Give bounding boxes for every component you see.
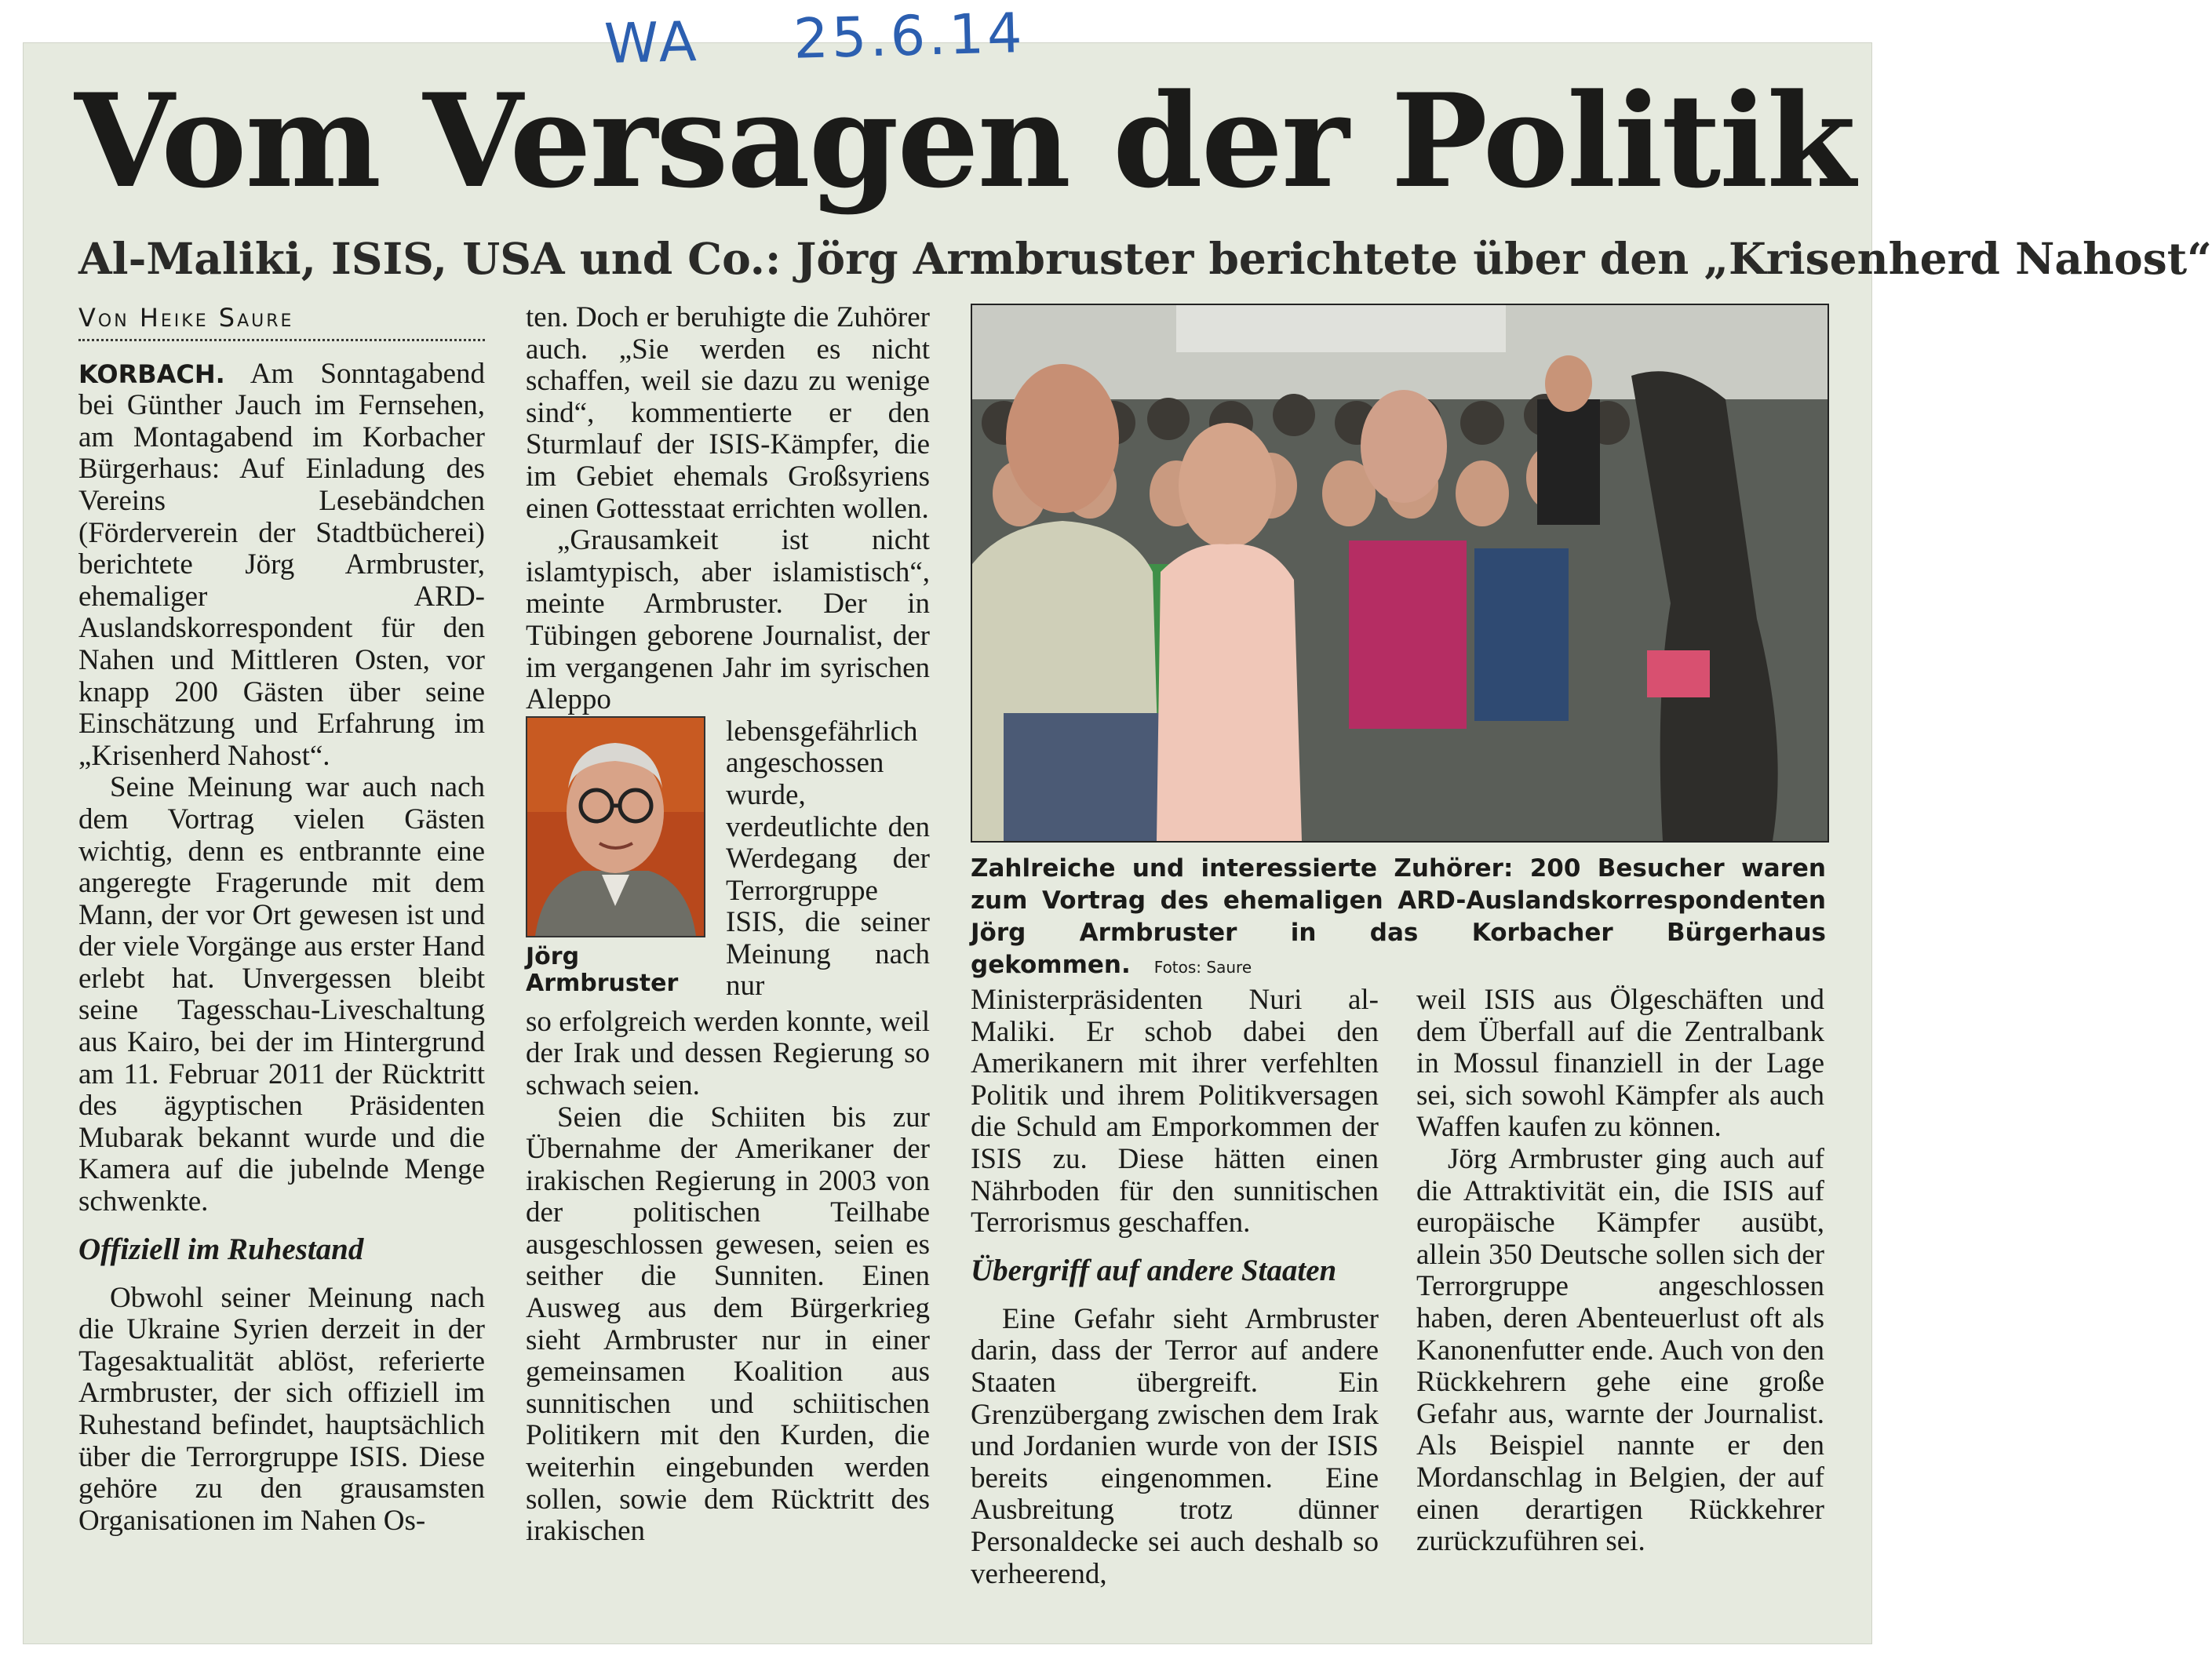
byline: Von Heike Saure xyxy=(78,302,485,341)
paragraph-text: Am Sonntagabend bei Günther Jauch im Fernsehen, am Montagabend im Korbacher Bürgerhaus: Auf Einladung des Vereins Lesebändchen (Förderverein der Stadtbücherei) berichtete Jörg Armbruster, ehemaliger ARD-Auslandskorrespondent für den Nahen und Mittleren Osten, vor knapp 200 Gästen über seine Einschätzung und Erfahrung im „Krisenherd Nahost“. xyxy=(78,357,485,772)
section-heading: Offiziell im Ruhestand xyxy=(78,1232,364,1266)
column-3 xyxy=(971,985,1379,1590)
photo-caption xyxy=(971,853,1826,984)
paragraph: Obwohl seiner Meinung nach die Ukraine Syrien derzeit in der Tagesaktualität ablöst, referierte Armbruster, der sich offiziell im Ruhestand befindet, hauptsächlich über die Terrorgruppe ISIS. Diese gehöre zu den grausamsten Organisationen im Nahen Os- xyxy=(78,1281,485,1537)
audience-photo xyxy=(971,304,1829,843)
column-2 xyxy=(526,302,930,1548)
paragraph: Ministerpräsidenten Nuri al-Maliki. Er schob dabei den Amerikanern mit ihrer verfehlten Politik und ihrem Politikversagen die Schuld am Emporkommen der ISIS zu. Diese hätten einen Nährboden für den sunnitischen Terrorismus geschaffen. xyxy=(971,984,1379,1239)
photo-caption-text: Zahlreiche und interessierte Zuhörer: 200 Besucher waren zum Vortrag des ehemaligen ARD-Auslandskorrespondenten Jörg Armbruster in das Korbacher Bürgerhaus gekommen. xyxy=(971,854,1826,979)
paragraph: ten. Doch er beruhigte die Zuhörer auch. „Sie werden es nicht schaffen, weil sie dazu zu wenige sind“, kommentierte er den Sturmlauf der ISIS-Kämpfer, die im Gebiet ehemals Großsyriens einen Gottesstaat errichten wollen. xyxy=(526,301,930,525)
portrait-block xyxy=(526,716,930,1006)
audience-image xyxy=(972,305,1828,841)
portrait-photo xyxy=(526,716,705,937)
paragraph: Jörg Armbruster ging auch auf die Attraktivität ein, die ISIS auf europäische Kämpfer ausübt, allein 350 Deutsche sollen sich der Terrorgruppe angeschlossen haben, deren Abenteuerlust oft als Kanonenfutter ende. Auch von den Rückkehrern gehe eine große Gefahr aus, warnte der Journalist. Als Beispiel nannte er den Mordanschlag in Belgien, der auf einen derartigen Rückkehrer zurückzuführen sei. xyxy=(1416,1142,1824,1558)
headline: Vom Versagen der Politik xyxy=(75,65,1855,217)
column-1 xyxy=(78,302,485,1537)
paragraph: Seien die Schiiten bis zur Übernahme der Amerikaner der irakischen Regierung in 2003 von der politischen Teilhabe ausgeschlossen gewesen, seien es seither die Sunniten. Einen Ausweg aus dem Bürgerkrieg sieht Armbruster nur in einer gemeinsamen Koalition aus sunnitischen und schiitischen Politikern mit den Kurden, die weiterhin eingebunden werden sollen, sowie dem Rücktritt des irakischen xyxy=(526,1101,930,1548)
section-heading: Übergriff auf andere Staaten xyxy=(971,1253,1337,1287)
paragraph: „Grausamkeit ist nicht islamtypisch, aber islamistisch“, meinte Armbruster. Der in Tübingen geborene Journalist, der im vergangenen Jahr im syrischen Aleppo xyxy=(526,524,930,716)
photo-credit: Fotos: Saure xyxy=(1153,958,1252,977)
subheadline: Al-Maliki, ISIS, USA und Co.: Jörg Armbruster berichtete über den „Krisenherd Nahost“ xyxy=(78,233,2212,284)
handwritten-date: 25.6.14 xyxy=(793,0,1026,71)
paragraph: weil ISIS aus Ölgeschäften und dem Überfall auf die Zentralbank in Mossul finanziell in der Lage sei, sich sowohl Kämpfer als auch Waffen kaufen zu können. xyxy=(1416,984,1824,1144)
portrait-caption: Jörg Armbruster xyxy=(526,942,679,997)
paragraph: so erfolgreich werden konnte, weil der Irak und dessen Regierung so schwach seien. xyxy=(526,1005,930,1101)
portrait-image xyxy=(527,718,704,936)
handwritten-source: WA xyxy=(603,9,701,77)
wrapped-text: lebensgefährlich angeschossen wurde, verdeutlichte den Werdegang der Terrorgruppe ISIS, die seiner Meinung nach nur xyxy=(726,715,930,1003)
column-4 xyxy=(1416,985,1824,1558)
paragraph: Seine Meinung war auch nach dem Vortrag vielen Gästen wichtig, denn es entbrannte eine angeregte Fragerunde mit dem Mann, der vor Ort gewesen ist und der viele Vorgänge aus erster Hand erlebt hat. Unvergessen bleibt seine Tagesschau-Liveschaltung aus Kairo, bei der im Hintergrund am 11. Februar 2011 der Rücktritt des ägyptischen Präsidenten Mubarak bekannt wurde und die Kamera auf die jubelnde Menge schwenkte. xyxy=(78,771,485,1218)
paragraph: Eine Gefahr sieht Armbruster darin, dass der Terror auf andere Staaten übergreift. Ein Grenzübergang zwischen dem Irak und Jordanien wurde von der ISIS bereits eingenommen. Eine Ausbreitung trotz dünner Personaldecke sei auch deshalb so verheerend, xyxy=(971,1302,1379,1590)
paragraph xyxy=(78,359,485,773)
dateline: KORBACH. xyxy=(78,359,225,389)
